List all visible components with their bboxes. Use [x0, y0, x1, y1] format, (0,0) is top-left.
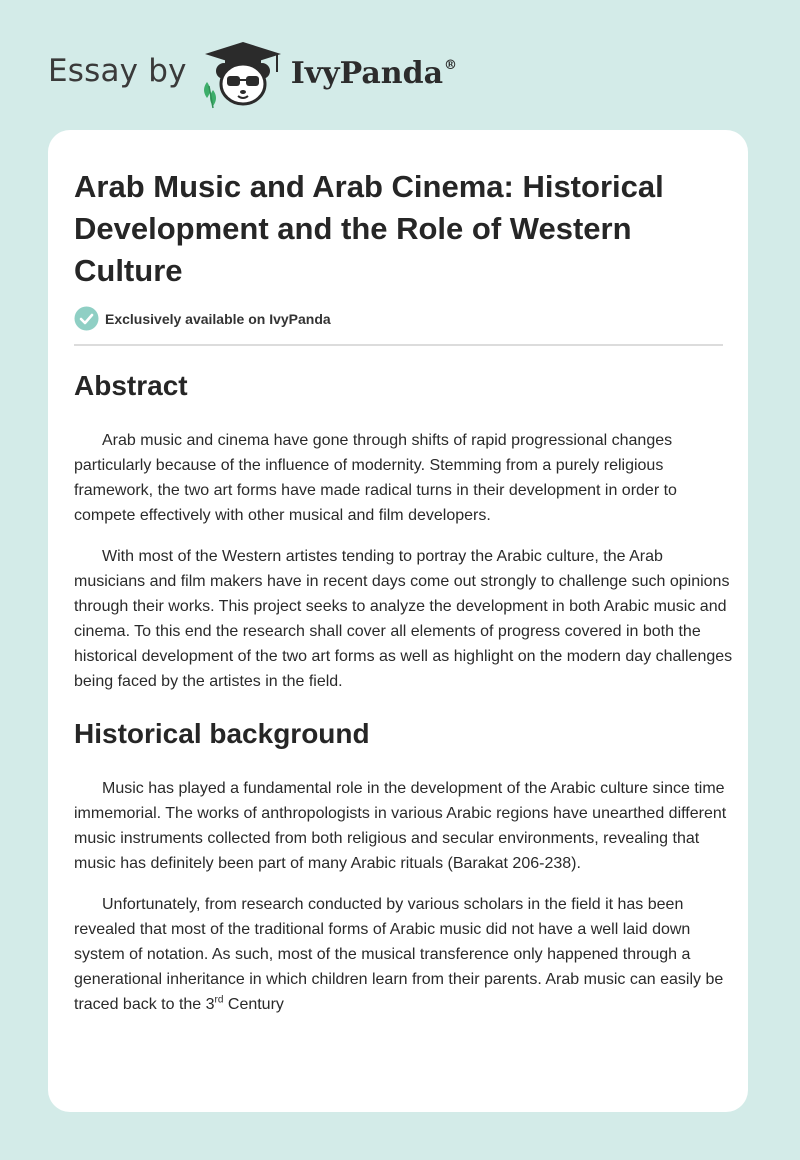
essay-by-label: Essay by: [48, 53, 187, 89]
exclusive-badge: [74, 306, 331, 331]
exclusive-badge-label: Exclusively available on IvyPanda: [105, 310, 331, 327]
paragraph-last: Unfortunately, from research conducted by various scholars in the field it has been revealed that most of the traditional forms of Arabic music did not have a well laid down system of notation. As such, most of the musical transference only happened through a generational inheritance in which children learn from their parents. Arab music can easily be traced back to the 3rd Century: [74, 896, 724, 1013]
paragraph: Arab music and cinema have gone through shifts of rapid progressional changes particularly because of the influence of modernity. Stemming from a purely religious framework, the two art forms have made radical turns in their development in order to compete effectively with other musical and film developers.: [74, 432, 677, 524]
paragraph: With most of the Western artistes tending to portray the Arabic culture, the Arab musicians and film makers have in recent days come out strongly to challenge such opinions through their works. This project seeks to analyze the development in both Arabic music and cinema. To this end the research shall cover all elements of progress covered in both the historical development of the two art forms as well as highlight on the modern day challenges being faced by the artistes in the field.: [74, 548, 733, 690]
ivypanda-wordmark: IvyPanda®: [290, 55, 458, 91]
essay-title: Arab Music and Arab Cinema: Historical Development and the Role of Western Culture: [74, 169, 664, 288]
brand-header[interactable]: [48, 38, 457, 110]
section-heading-abstract: Abstract: [74, 370, 188, 401]
ordinal-superscript: rd: [214, 994, 224, 1006]
divider: [74, 344, 723, 346]
paragraph: Music has played a fundamental role in the development of the Arabic culture since time immemorial. The works of anthropologists in various Arabic regions have unearthed different music instruments collected from both religious and secular environments, revealing that music has definitely been part of many Arabic rituals (Barakat 206-238).: [74, 780, 727, 872]
essay-body: [74, 366, 734, 1017]
section-heading-historical-background: Historical background: [74, 718, 370, 749]
panda-logo-icon: [197, 38, 289, 110]
essay-card: [48, 130, 748, 1112]
check-circle-icon: [74, 306, 99, 331]
